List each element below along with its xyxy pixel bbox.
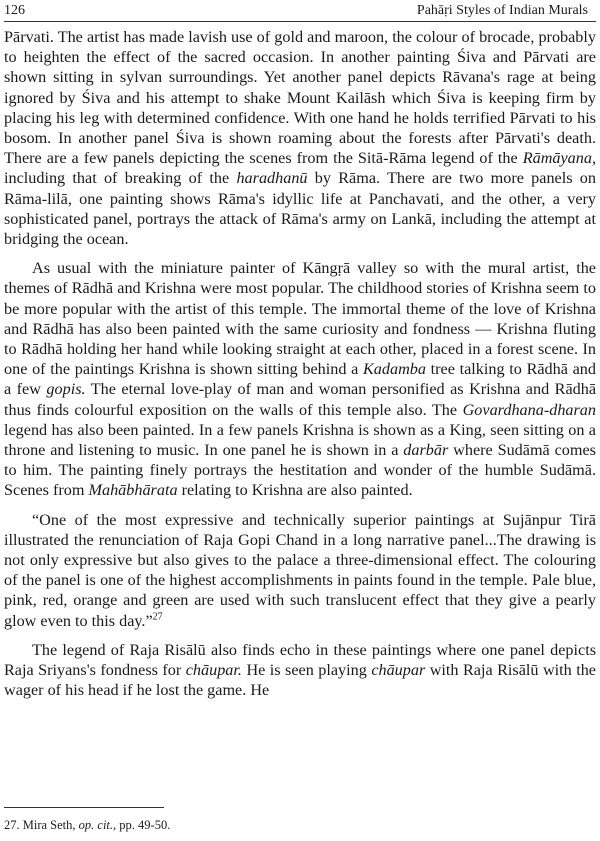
footnote-rule	[4, 807, 164, 808]
text-run: He is seen playing	[241, 661, 372, 680]
running-title: Pahāṛi Styles of Indian Murals	[416, 3, 588, 18]
header-rule	[4, 21, 596, 22]
text-run: Pārvati. The artist has made lavish use of gold and maroon, the colour of brocade, probably to heighten the effect of the sacred occasion. In another painting Śiva and Pārvati are shown sitting in sylvan surroundings. Yet another panel depicts Rāvana's rage at being ignored by Śiva and his attempt to shake Mount Kailāsh which Śiva is keeping firm by placing his leg with determined confidence. With one hand he holds terrified Pārvati to his bosom. In another panel Śiva is shown roaming about the forests after Pārvati's death. There are a few panels depicting the scenes from the Sitā-Rāma legend of the	[4, 28, 596, 168]
italic-term: Govardhana-dharan	[462, 400, 596, 419]
text-run: by Rāma. There are two more panels on Rāma-lilā, one painting shows Rāma's idyllic life at Panchavati, and the other, a very sophisticated panel, portrays the attack of Rāma's army on Lankā, including the attempt at bridging the ocean.	[4, 169, 596, 249]
italic-term: Rāmāyana,	[522, 149, 596, 168]
italic-term: gopis.	[46, 380, 86, 399]
body-text	[4, 27, 596, 710]
text-run: tree talking to Rādhā and a few	[4, 360, 596, 399]
page-number: 126	[4, 3, 25, 18]
text-run: The legend of Raja Risālū also finds echo in these paintings where one panel depicts Raja Sriyans's fondness for	[4, 640, 596, 680]
italic-term: chāupar	[371, 661, 426, 680]
paragraph-2	[4, 258, 596, 500]
text-run: with Raja Risālū with the wager of his head if he lost the game. He	[4, 661, 596, 700]
paragraph-3-quote	[4, 510, 596, 631]
footnote-author: Mira Seth,	[22, 818, 76, 832]
footnote-ref: op. cit.,	[78, 818, 117, 832]
text-run: relating to Krishna are also painted.	[177, 481, 413, 500]
footnote-pages: pp. 49-50.	[119, 818, 171, 832]
italic-term: Mahābhārata	[88, 481, 178, 500]
text-run: including that of breaking of the	[4, 169, 237, 188]
text-run: “One of the most expressive and technically superior paintings at Sujānpur Tirā illustrated the renunciation of Raja Gopi Chand in a long narrative panel...The drawing is not only expressive but also gives to the palace a three-dimensional effect. The colouring of the panel is one of the highest accomplishments in paints found in the temple. Pale blue, pink, red, orange and green are used with such translucent effect that they give a pearly glow even to this day.”	[4, 510, 596, 630]
paragraph-4	[4, 640, 596, 701]
footnote-marker: 27	[152, 611, 163, 623]
italic-term: Kadamba	[363, 360, 426, 379]
text-run: The eternal love-play of man and woman personified as Krishna and Rādhā thus finds colourful exposition on the walls of this temple also. The	[4, 380, 597, 419]
italic-term: chāupar.	[185, 661, 242, 680]
text-run: As usual with the miniature painter of Kāngṛā valley so with the mural artist, the themes of Rādhā and Krishna were most popular. The childhood stories of Krishna seem to be more popular with the artist of this temple. The immortal theme of the love of Krishna and Rādhā has also been painted with the same curiosity and fondness — Krishna fluting to Rādhā holding her hand while looking straight at each other, placed in a forest scene. In one of the paintings Krishna is shown sitting behind a	[4, 259, 596, 379]
text-run: legend has also been painted. In a few panels Krishna is shown as a King, seen sitting on a throne and listening to music. In one panel he is shown in a	[4, 420, 596, 460]
italic-term: darbār	[403, 441, 449, 460]
text-run: where Sudāmā comes to him. The painting finely portrays the hestitation and wonder of the humble Sudāmā. Scenes from	[4, 441, 596, 500]
italic-term: haradhanū	[236, 169, 308, 188]
running-head	[4, 2, 588, 20]
paragraph-1	[4, 27, 596, 249]
footnote-number: 27.	[4, 818, 20, 832]
footnote	[4, 817, 170, 833]
